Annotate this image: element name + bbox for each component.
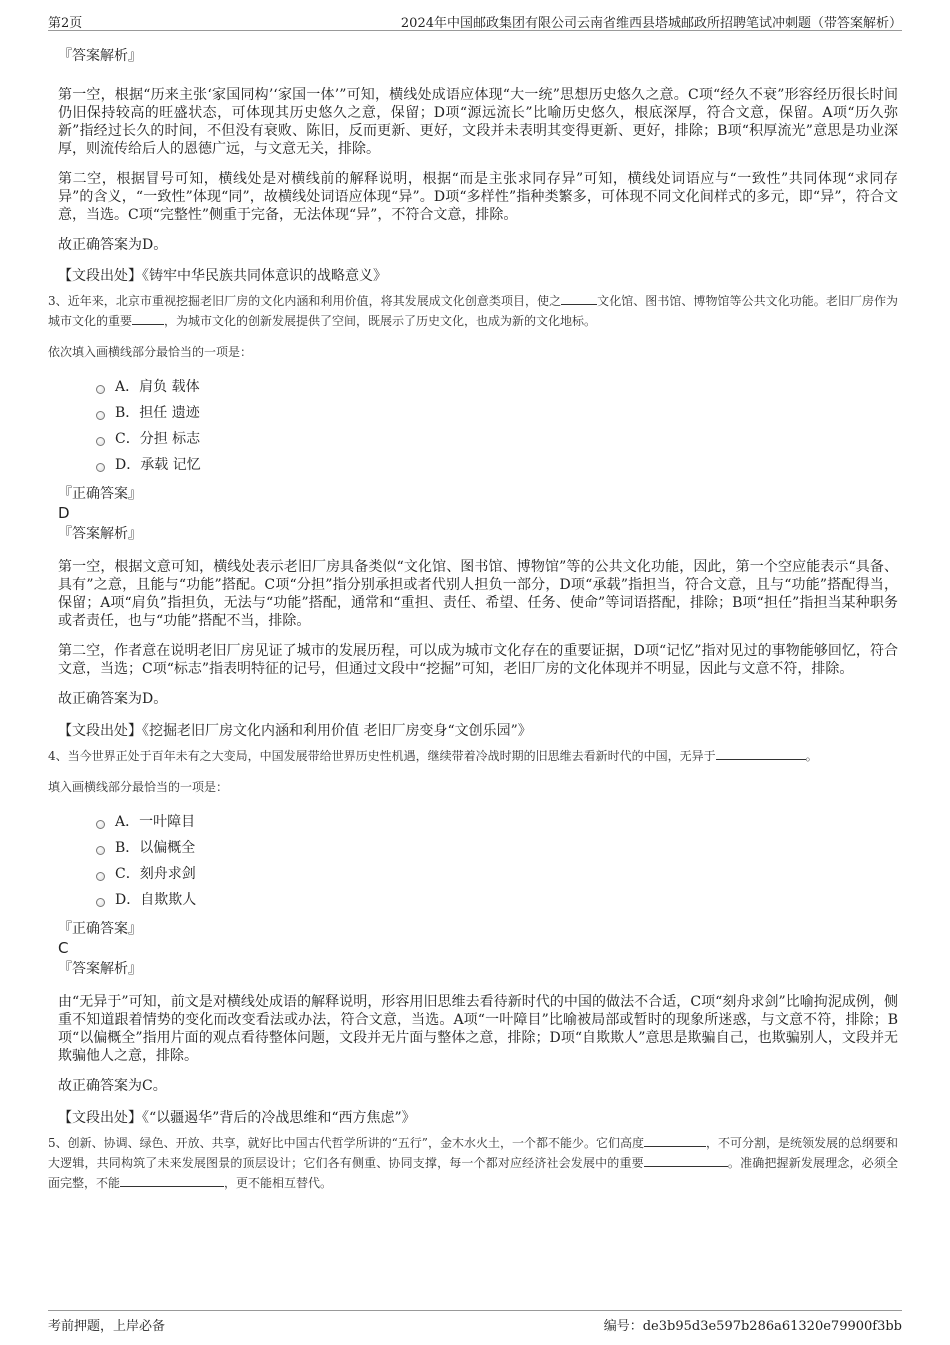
source-label: 【文段出处】: [58, 1110, 142, 1126]
option-letter: A．: [115, 379, 140, 395]
q4-option-b[interactable]: [96, 835, 898, 861]
q3-stem-part-3: ，为城市文化的创新发展提供了空间，既展示了历史文化，也成为新的文化地标。: [164, 314, 597, 328]
radio-icon[interactable]: [96, 820, 105, 829]
option-text: 承载 记忆: [140, 457, 201, 473]
option-letter: C．: [115, 431, 140, 447]
q5-stem: [48, 1133, 898, 1193]
main-content: [48, 40, 898, 1193]
q5-blank-1: [644, 1133, 706, 1147]
option-letter: B．: [115, 840, 140, 856]
radio-icon[interactable]: [96, 463, 105, 472]
page-number: 第2页: [48, 16, 83, 31]
option-text: 自欺欺人: [140, 892, 197, 908]
radio-icon[interactable]: [96, 872, 105, 881]
q5-stem-part-4: ，更不能相互替代。: [224, 1176, 333, 1190]
q4-answer: C: [58, 939, 69, 957]
page-header: [48, 10, 902, 31]
q5-stem-part-1: 5、创新、协调、绿色、开放、共享，就好比中国古代哲学所讲的“五行”，金木水火土，一个都不能少。它们高度: [48, 1136, 644, 1150]
q5-blank-3: [120, 1173, 224, 1187]
q3-blank-2: [132, 311, 164, 325]
option-letter: C．: [115, 866, 140, 882]
radio-icon[interactable]: [96, 846, 105, 855]
q4-prompt: 填入画横线部分最恰当的一项是：: [48, 780, 229, 794]
q4-analysis-paragraph-1: 由“无异于”可知，前文是对横线处成语的解释说明，形容用旧思维去看待新时代的中国的做法不合适，C项“刻舟求剑”比喻拘泥成例，侧重不知道跟着情势的变化而改变看法或办法，符合文意，当选。A项“一叶障目”比喻被局部或暂时的现象所迷惑，与文意不符，排除；B项“以偏概全”指用片面的观点看待整体问题，文段并无片面与整体之意，排除；D项“自欺欺人”意思是欺骗自己，也欺骗别人，文段并无欺骗他人之意，排除。: [58, 994, 898, 1064]
q4-blank-1: [716, 746, 806, 760]
option-text: 一叶障目: [139, 814, 196, 830]
q3-prompt: 依次填入画横线部分最恰当的一项是：: [48, 345, 253, 359]
q3-answer: D: [58, 504, 70, 522]
source-title: 《铸牢中华民族共同体意识的战略意义》: [142, 268, 387, 284]
option-text: 以偏概全: [139, 840, 196, 856]
option-text: 分担 标志: [139, 431, 201, 447]
q4-analysis-label: 『答案解析』: [58, 961, 142, 977]
q4-option-c[interactable]: [96, 861, 898, 887]
option-letter: A．: [115, 814, 140, 830]
source-label: 【文段出处】: [58, 268, 142, 284]
q4-stem: [48, 746, 898, 766]
option-text: 刻舟求剑: [139, 866, 196, 882]
option-letter: B．: [115, 405, 140, 421]
source-title: 《“以疆遏华”背后的冷战思维和“西方焦虑”》: [142, 1110, 416, 1126]
q5-blank-2: [644, 1153, 728, 1167]
q4-stem-part-2: 。: [805, 749, 818, 763]
q3-option-a[interactable]: [96, 374, 898, 400]
q2-analysis-paragraph-1: 第一空，根据“历来主张‘家国同构’‘家国一体’”可知，横线处成语应体现“大一统”思想历史悠久之意。C项“经久不衰”形容经历很长时间仍旧保持较高的旺盛状态，可体现其历史悠久之意，保留；D项“源远流长”比喻历史悠久，根底深厚，符合文意，保留。A项“历久弥新”指经过长久的时间，不但没有衰败、陈旧，反而更新、更好，文段并未表明其变得更新、更好，排除；B项“积厚流光”意思是功业深厚，则流传给后人的恩德广远，与文意无关，排除。: [58, 87, 898, 157]
radio-icon[interactable]: [96, 411, 105, 420]
q4-option-a[interactable]: [96, 809, 898, 835]
option-letter: D．: [115, 892, 141, 908]
q4-options: [48, 809, 898, 913]
radio-icon[interactable]: [96, 898, 105, 907]
source-label: 【文段出处】: [58, 723, 142, 739]
q4-conclusion: 故正确答案为C。: [58, 1078, 167, 1094]
q3-stem: [48, 291, 898, 331]
q3-option-c[interactable]: [96, 426, 898, 452]
q3-correct-label: 『正确答案』: [58, 486, 142, 502]
q3-option-d[interactable]: [96, 452, 898, 478]
footer-slogan: 考前押题，上岸必备: [48, 1319, 166, 1334]
q3-option-b[interactable]: [96, 400, 898, 426]
q4-correct-label: 『正确答案』: [58, 921, 142, 937]
q3-analysis-paragraph-2: 第二空，作者意在说明老旧厂房见证了城市的发展历程，可以成为城市文化存在的重要证据，D项“记忆”指对见过的事物能够回忆，符合文意，当选；C项“标志”指表明特征的记号，但通过文段中“挖掘”可知，老旧厂房的文化体现并不明显，因此与文意不符，排除。: [58, 643, 898, 677]
q3-analysis-paragraph-1: 第一空，根据文意可知，横线处表示老旧厂房具备类似“文化馆、图书馆、博物馆”等的公共文化功能，因此，第一个空应能表示“具备、具有”之意，且能与“功能”搭配。C项“分担”指分别承担或者代别人担负一部分，D项“承载”指担当，符合文意，且与“功能”搭配得当，保留；A项“肩负”指担负，无法与“功能”搭配，通常和“重担、责任、希望、任务、使命”等词语搭配，排除；B项“担任”指担当某种职务或者责任，也与“功能”搭配不当，排除。: [58, 559, 898, 629]
q5-stem-part-3: 。准确把握新发展理念，必须全面完整，不能: [48, 1156, 898, 1190]
q2-source: [58, 267, 898, 285]
q3-analysis-label: 『答案解析』: [58, 526, 142, 542]
q3-stem-part-1: 3、近年来，北京市重视挖掘老旧厂房的文化内涵和利用价值，将其发展成文化创意类项目，使之: [48, 294, 562, 308]
page-footer: [48, 1310, 902, 1334]
q2-analysis-label: 『答案解析』: [58, 48, 142, 64]
source-title: 《挖掘老旧厂房文化内涵和利用价值 老旧厂房变身“文创乐园”》: [142, 723, 532, 739]
option-letter: D．: [115, 457, 141, 473]
q5-stem-part-2: ，不可分割，是统领发展的总纲要和大逻辑，共同构筑了未来发展图景的顶层设计；它们各有侧重、协同支撑，每一个都对应经济社会发展中的重要: [48, 1136, 898, 1170]
q4-option-d[interactable]: [96, 887, 898, 913]
q3-stem-part-2: 文化馆、图书馆、博物馆等公共文化功能。老旧厂房作为城市文化的重要: [48, 294, 898, 328]
option-text: 肩负 载体: [139, 379, 200, 395]
q4-source: [58, 1109, 898, 1127]
document-title: 2024年中国邮政集团有限公司云南省维西县塔城邮政所招聘笔试冲刺题（带答案解析）: [400, 16, 902, 31]
q2-analysis-paragraph-2: 第二空，根据冒号可知，横线处是对横线前的解释说明，根据“而是主张求同存异”可知，横线处词语应与“一致性”共同体现“求同存异”的含义，“一致性”体现“同”，故横线处词语应体现“异”。D项“多样性”指种类繁多，可体现不同文化间样式的多元，即“异”，符合文意，当选。C项“完整性”侧重于完备，无法体现“异”，不符合文意，排除。: [58, 171, 898, 223]
footer-doc-id: 编号：de3b95d3e597b286a61320e79900f3bb: [603, 1319, 902, 1334]
q2-conclusion: 故正确答案为D。: [58, 237, 168, 253]
q3-options: [48, 374, 898, 478]
q4-stem-part-1: 4、当今世界正处于百年未有之大变局，中国发展带给世界历史性机遇，继续带着冷战时期的旧思维去看新时代的中国，无异于: [48, 749, 716, 763]
q3-blank-1: [561, 291, 597, 305]
q3-conclusion: 故正确答案为D。: [58, 691, 168, 707]
q3-source: [58, 722, 898, 740]
option-text: 担任 遗迹: [139, 405, 200, 421]
radio-icon[interactable]: [96, 385, 105, 394]
radio-icon[interactable]: [96, 437, 105, 446]
